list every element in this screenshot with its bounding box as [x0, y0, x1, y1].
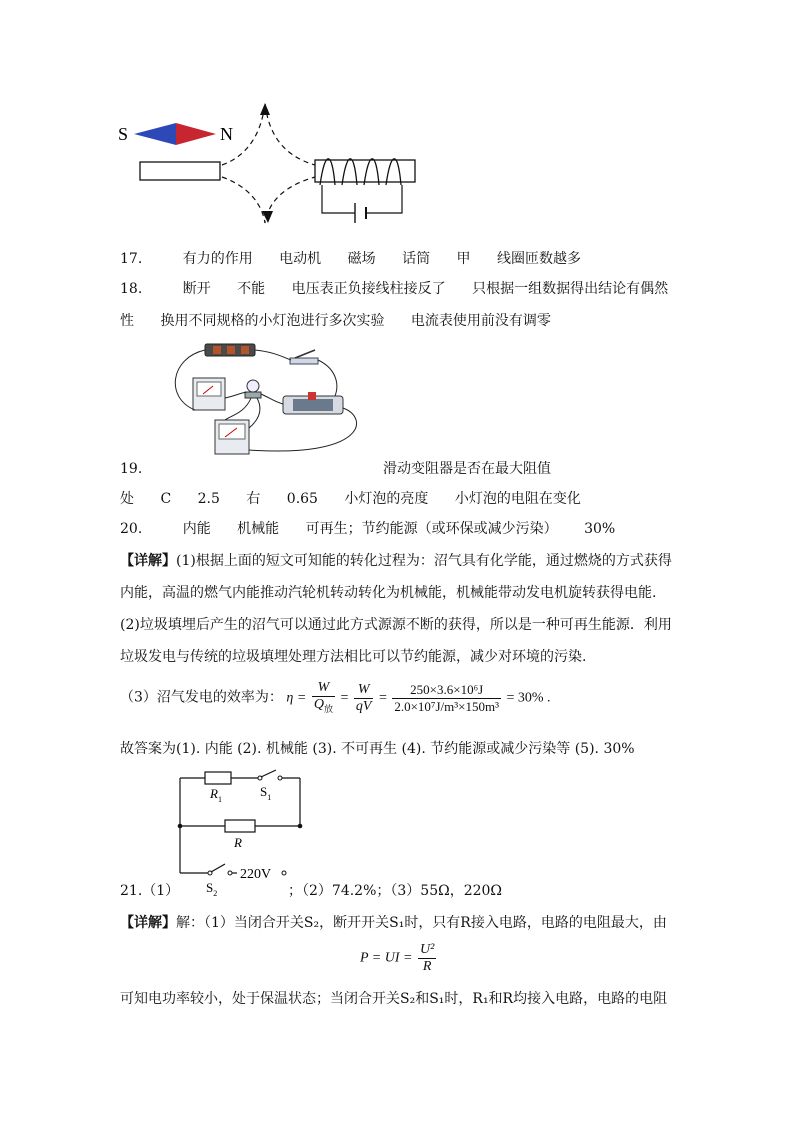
q19-line-1	[120, 460, 551, 478]
q19-answer-6: 小灯泡的亮度	[344, 491, 429, 507]
q17-number: 17.	[120, 251, 143, 267]
denominator-q: Q	[313, 697, 324, 712]
detail-tag: 【详解】	[120, 553, 176, 569]
numerator: U²	[419, 942, 435, 957]
compass-needle-north	[176, 123, 216, 145]
numerator: 250×3.6×10⁶J	[392, 682, 501, 699]
switch	[290, 358, 318, 364]
wire-4	[225, 392, 247, 398]
q21-detail-text: 可知电功率较小，处于保温状态；当闭合开关S₂和S₁时，R₁和R均接入电路，电路的电阻	[120, 991, 668, 1007]
resistor-r	[225, 820, 255, 832]
denominator: qV	[355, 698, 372, 714]
q18-answer-5: 换用不同规格的小灯泡进行多次实验	[160, 313, 385, 329]
q17-answer-6: 线圈匝数越多	[496, 251, 581, 267]
bar-magnet	[140, 162, 220, 180]
q20-detail-2a	[120, 616, 672, 634]
q20-detail-1a	[120, 552, 672, 570]
q17-answer-1: 有力的作用	[182, 251, 253, 267]
equals: =	[378, 690, 387, 706]
formula-eta: η =	[286, 690, 307, 706]
q17-answer-5: 甲	[456, 251, 471, 267]
battery-wire	[322, 185, 355, 213]
q19-line-2	[120, 490, 581, 508]
q20-detail-1b	[120, 584, 656, 602]
q19-answer-1-cont: 处	[120, 491, 134, 507]
q20-detail-text: (1)根据上面的短文可知能的转化过程为：沼气具有化学能，通过燃烧的方式获得	[176, 553, 672, 569]
q20-conclusion	[120, 740, 635, 758]
arrow-top	[260, 103, 270, 115]
q21-detail-1	[120, 914, 667, 932]
conclusion-text: 故答案为(1). 内能 (2). 机械能 (3). 不可再生 (4). 节约能源或减少污染等 (5). 30%	[120, 741, 635, 757]
q17-answer-3: 磁场	[347, 251, 376, 267]
circuit-figure	[170, 768, 320, 898]
numerator: W	[312, 680, 335, 697]
q21-number: 21.	[120, 883, 143, 899]
denominator: R	[422, 959, 432, 974]
q17-line	[120, 250, 581, 268]
q17-answer-2: 电动机	[279, 251, 322, 267]
q21-answers: ；（2）74.2%；（3）55Ω，220Ω	[288, 883, 503, 899]
q19-answer-1: 滑动变阻器是否在最大阻值	[383, 461, 551, 477]
fraction-numeric	[392, 682, 501, 715]
fraction-u2-over-r	[418, 942, 436, 975]
q21-detail-text: 解：（1）当闭合开关S₂，断开开关S₁时，只有R接入电路，电路的电阻最大，由	[176, 915, 667, 931]
q20-detail-text: 垃圾发电与传统的垃圾填埋处理方法相比可以节约能源，减少对环境的污染.	[120, 649, 587, 665]
q18-answer-4-cont: 性	[120, 313, 134, 329]
q18-answer-2: 不能	[237, 281, 266, 297]
q18-answer-1: 断开	[182, 281, 211, 297]
denominator	[312, 697, 335, 717]
wire-3	[318, 360, 337, 396]
detail-tag: 【详解】	[120, 915, 176, 931]
wire-8	[249, 398, 260, 428]
q20-answer-3: 可再生；节约能源（或环保或减少污染）	[305, 521, 558, 537]
arrow-bottom	[262, 211, 273, 223]
wire-5	[261, 394, 283, 404]
q20-detail-text: 内能，高温的燃气内能推动汽轮机转动转化为机械能，机械能带动发电机旋转获得电能.	[120, 585, 657, 601]
s-pole-label: S	[118, 124, 129, 144]
formula-end: .	[547, 690, 551, 706]
q19-number: 19.	[120, 461, 143, 477]
switch-s1	[261, 770, 276, 777]
lamp	[247, 380, 259, 392]
q20-answer-4: 30%	[584, 521, 616, 537]
q20-answer-1: 内能	[182, 521, 211, 537]
q19-answer-7: 小灯泡的电阻在变化	[454, 491, 581, 507]
q20-formula	[120, 680, 551, 717]
q19-answer-5: 0.65	[286, 491, 318, 507]
q18-number: 18.	[120, 281, 143, 297]
q21-detail-2	[120, 990, 667, 1008]
q17-answer-4: 话筒	[402, 251, 431, 267]
fraction-w-over-q	[312, 680, 335, 717]
q19-answer-2: C	[160, 491, 172, 507]
formula-prefix: （3）沼气发电的效率为：	[120, 689, 283, 706]
fraction-w-over-qv	[354, 682, 374, 715]
magnet-field-figure	[110, 95, 440, 230]
s1-label: $S_1$	[260, 784, 272, 802]
q18-line-1	[120, 280, 668, 298]
q19-answer-3: 2.5	[197, 491, 220, 507]
q20-detail-text: (2)垃圾填埋后产生的沼气可以通过此方式源源不断的获得，所以是一种可再生能源．利用	[120, 617, 672, 633]
battery-wire-right	[366, 185, 402, 213]
switch-s2	[211, 864, 225, 872]
s2-label: $S_2$	[206, 880, 218, 898]
q18-answer-6: 电流表使用前没有调零	[410, 313, 551, 329]
q20-detail-2b	[120, 648, 586, 666]
compass-needle-south	[134, 123, 176, 145]
denominator: 2.0×10⁷J/m³×150m³	[394, 698, 499, 714]
n-pole-label: N	[220, 124, 233, 144]
equals: =	[340, 690, 349, 706]
r1-label: $R_1$	[210, 786, 222, 804]
r-label: R	[234, 835, 242, 850]
q21-part1: （1）	[142, 883, 180, 899]
wire-7	[225, 398, 251, 420]
denominator-sub: 放	[323, 703, 333, 714]
q20-answer-2: 机械能	[237, 521, 280, 537]
q20-line	[120, 520, 615, 538]
q19-answer-4: 右	[246, 491, 261, 507]
wire-2	[255, 350, 291, 360]
q18-answer-3: 电压表正负接线柱接反了	[291, 281, 446, 297]
q20-number: 20.	[120, 521, 143, 537]
power-formula-lhs: P = UI =	[360, 950, 413, 966]
resistor-r1	[205, 772, 231, 784]
q18-line-2	[120, 312, 551, 330]
q21-formula	[360, 942, 438, 975]
q18-answer-4: 只根据一组数据得出结论有偶然	[472, 281, 669, 297]
apparatus-figure	[165, 338, 400, 468]
numerator: W	[354, 682, 374, 699]
formula-result: = 30%	[506, 690, 544, 706]
voltage-label: 220V	[240, 867, 272, 882]
